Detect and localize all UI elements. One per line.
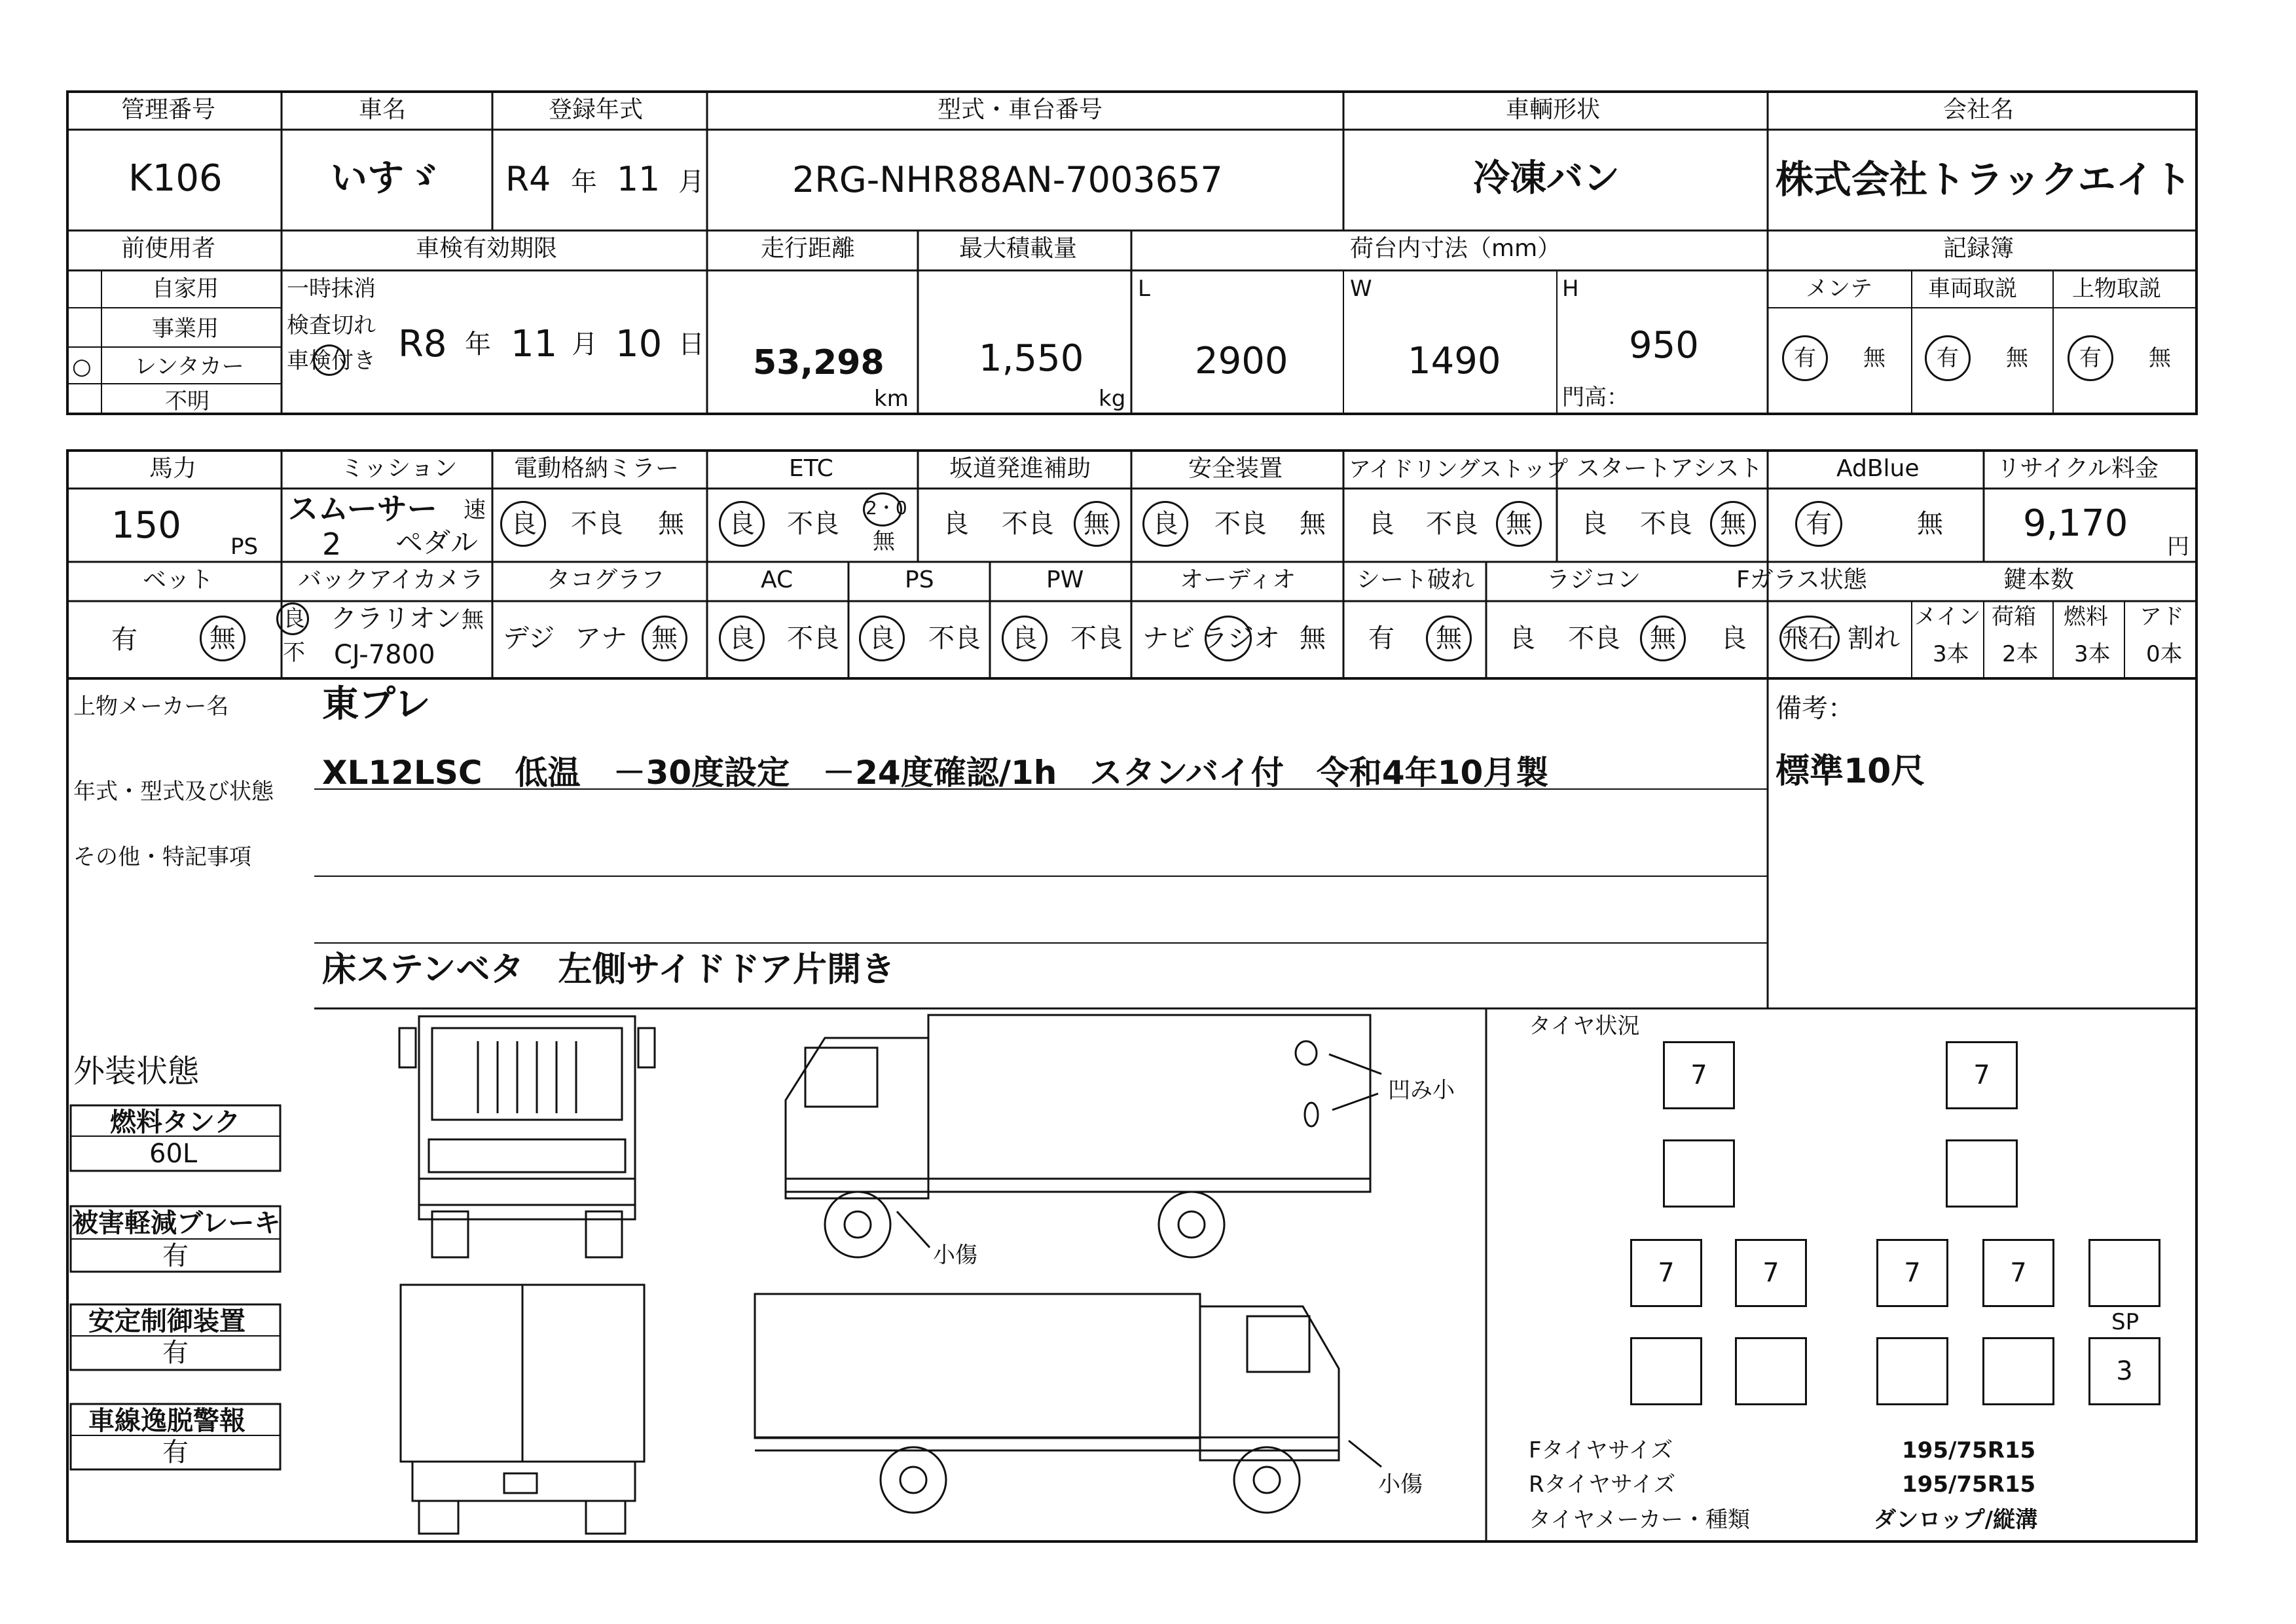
katashiki-label: 型式・車台番号 xyxy=(938,96,1103,123)
bed-mu: 無 xyxy=(210,623,236,654)
ac-label: AC xyxy=(761,566,793,593)
etc-version: 2・0 xyxy=(866,497,907,519)
kiroku-label: 記録簿 xyxy=(1943,235,2014,262)
bariki-unit: PS xyxy=(230,534,259,560)
sekisai-label: 最大積載量 xyxy=(959,235,1078,262)
user-fumei: 不明 xyxy=(165,388,210,415)
mission-pedal: ペダル xyxy=(395,526,479,559)
seat-yu: 有 xyxy=(1368,623,1394,654)
pw-furyo: 不良 xyxy=(1070,623,1123,654)
ext-lane-label: 車線逸脱警報 xyxy=(88,1406,246,1436)
ac-furyo: 不良 xyxy=(787,623,839,654)
tire-rear-right-outer-empty xyxy=(1982,1337,2054,1405)
backcam-fu: 不 xyxy=(283,640,305,666)
anzen-mu: 無 xyxy=(1300,509,1326,539)
audio-radio: ラジオ xyxy=(1201,623,1280,654)
glass-label: Fガラス状態 xyxy=(1736,566,1867,593)
audio-navi: ナビ xyxy=(1142,623,1195,654)
truck-front-view xyxy=(399,1016,655,1257)
ext-brake-label: 被害軽減ブレーキ xyxy=(72,1208,281,1238)
radicon-ryo: 良 xyxy=(1509,623,1535,654)
user-jigyoyo: 事業用 xyxy=(152,316,219,342)
radicon-furyo: 不良 xyxy=(1568,623,1620,654)
dim-h-label: H xyxy=(1562,276,1579,302)
anzen-furyo: 不良 xyxy=(1214,509,1267,539)
radicon-label: ラジコン xyxy=(1546,566,1641,593)
tire-maker-label: タイヤメーカー・種類 xyxy=(1529,1507,1750,1533)
sharyo-nashi: 無 xyxy=(2006,345,2028,371)
katashiki-value: 2RG-NHR88AN-7003657 xyxy=(792,159,1223,200)
keijo-label: 車輌形状 xyxy=(1506,96,1601,123)
shaken-kirete: 検査切れ xyxy=(287,312,376,339)
shaken-nen: 年 xyxy=(465,329,491,360)
glass-ware: 割れ xyxy=(1848,623,1900,654)
company-label: 会社名 xyxy=(1943,96,2014,123)
note-value: 床ステンベタ 左側サイドドア片開き xyxy=(322,950,896,989)
spec-value: XL12LSC 低温 －30度設定 －24度確認/1h スタンバイ付 令和4年10月製 xyxy=(322,754,1549,792)
r-size-label: Rタイヤサイズ xyxy=(1529,1471,1676,1498)
anzen-label: 安全装置 xyxy=(1188,455,1283,482)
backcam-ryo: 良 xyxy=(283,606,305,632)
mirror-label: 電動格納ミラー xyxy=(514,455,680,482)
start-ryo: 良 xyxy=(1581,509,1607,539)
pw-ryo: 良 xyxy=(1011,623,1038,654)
idling-mu: 無 xyxy=(1506,509,1532,539)
bariki-value: 150 xyxy=(111,504,181,547)
tire-front-left-empty xyxy=(1663,1139,1735,1208)
mente-nashi: 無 xyxy=(1863,345,1886,371)
seat-mu: 無 xyxy=(1436,623,1462,654)
uwamono-ari: 有 xyxy=(2079,345,2102,371)
shaken-month: 11 xyxy=(511,323,558,365)
taco-digi: デジ xyxy=(503,623,555,654)
truck-rear-view xyxy=(401,1285,644,1534)
mente-ari: 有 xyxy=(1794,345,1816,371)
saka-label: 坂道発進補助 xyxy=(949,455,1091,482)
damage-dent-label: 凹み小 xyxy=(1388,1077,1455,1103)
shaken-hi: 日 xyxy=(678,329,704,360)
start-furyo: 不良 xyxy=(1640,509,1692,539)
etc-ryo: 良 xyxy=(729,509,755,539)
audio-mu: 無 xyxy=(1300,623,1326,654)
seat-label: シート破れ xyxy=(1357,566,1475,593)
ext-lane-value: 有 xyxy=(162,1437,189,1467)
maker-label: 上物メーカー名 xyxy=(73,693,229,720)
tire-extra-empty xyxy=(2088,1239,2160,1307)
ext-stability-value: 有 xyxy=(162,1338,189,1368)
shamei-value: いすゞ xyxy=(331,157,441,200)
f-size-label: Fタイヤサイズ xyxy=(1529,1437,1673,1464)
kanri-label: 管理番号 xyxy=(121,96,216,123)
user-selected-mark: ○ xyxy=(72,354,92,380)
mirror-ryo: 良 xyxy=(511,509,537,539)
saka-furyo: 不良 xyxy=(1002,509,1054,539)
key-ad-count: 0本 xyxy=(2146,641,2183,667)
sekisai-unit: kg xyxy=(1099,386,1126,412)
recycle-value: 9,170 xyxy=(2023,502,2128,545)
shaken-tsuki-label: 月 xyxy=(572,329,598,360)
toroku-label: 登録年式 xyxy=(549,96,644,123)
tire-maker-value: ダンロップ/縦溝 xyxy=(1874,1507,2038,1533)
tire-front-right: 7 xyxy=(1946,1041,2018,1109)
adblue-label: AdBlue xyxy=(1836,455,1920,482)
idling-label: アイドリングストップ xyxy=(1349,456,1568,483)
ext-fuel-label: 燃料タンク xyxy=(110,1107,241,1137)
tire-front-right-empty xyxy=(1946,1139,2018,1208)
tire-sp-label: SP xyxy=(2111,1309,2140,1335)
user-jikayo: 自家用 xyxy=(152,276,219,302)
radicon-mu: 無 xyxy=(1650,623,1676,654)
tire-front-left: 7 xyxy=(1663,1041,1735,1109)
mission-num: 2 xyxy=(322,526,342,562)
maker-value: 東プレ xyxy=(322,683,431,726)
mission-value: スムーサー xyxy=(288,491,437,526)
toroku-tsuki: 月 xyxy=(678,167,704,197)
backcam-model: CJ-7800 xyxy=(334,640,435,670)
key-ad-label: アド xyxy=(2140,604,2184,630)
pw-label: PW xyxy=(1046,566,1084,593)
shaken-tsuki: 車検付き xyxy=(287,348,376,374)
toroku-month: 11 xyxy=(617,160,661,199)
user-rentacar: レンタカー xyxy=(134,354,244,380)
tire-rear-left-outer: 7 xyxy=(1630,1239,1702,1307)
ext-fuel-value: 60L xyxy=(149,1139,198,1169)
key-main-label: メイン xyxy=(1914,604,1981,630)
etc-mu: 無 xyxy=(873,528,895,555)
ps-ryo: 良 xyxy=(869,623,895,654)
kiroku-uwamono: 上物取説 xyxy=(2072,276,2161,302)
keijo-value: 冷凍バン xyxy=(1473,157,1620,200)
kanri-value: K106 xyxy=(128,157,223,200)
shamei-label: 車名 xyxy=(359,96,407,123)
key-nenryo-count: 3本 xyxy=(2074,641,2111,667)
montaka-label: 門高： xyxy=(1562,384,1629,411)
company-value: 株式会社トラックエイト xyxy=(1776,157,2192,202)
dim-w-label: W xyxy=(1350,276,1372,302)
anzen-ryo: 良 xyxy=(1152,509,1178,539)
kiroku-sharyo: 車両取説 xyxy=(1928,276,2017,302)
shaken-ichiji: 一時抹消 xyxy=(287,276,376,302)
shaken-day: 10 xyxy=(615,323,663,365)
exterior-title: 外装状態 xyxy=(73,1053,200,1090)
damage-scratch-left: 小傷 xyxy=(933,1242,977,1268)
key-nenryo-label: 燃料 xyxy=(2064,604,2108,630)
nidai-label: 荷台内寸法（mm） xyxy=(1350,235,1561,262)
idling-furyo: 不良 xyxy=(1426,509,1478,539)
zenshiyo-label: 前使用者 xyxy=(121,235,216,262)
dim-l-label: L xyxy=(1138,276,1150,302)
backcam-maker: クラリオン xyxy=(331,604,462,634)
taco-ana: アナ xyxy=(575,623,627,654)
sekisai-value: 1,550 xyxy=(979,337,1084,380)
shaken-era: R8 xyxy=(398,323,447,365)
toroku-nen: 年 xyxy=(571,167,597,197)
bed-label: ベット xyxy=(143,566,214,593)
backcam-label: バックアイカメラ xyxy=(298,566,484,593)
etc-furyo: 不良 xyxy=(787,509,839,539)
bariki-label: 馬力 xyxy=(149,455,197,482)
tire-rear-right-outer: 7 xyxy=(1982,1239,2054,1307)
r-size-value: 195/75R15 xyxy=(1902,1471,2036,1498)
taco-mu: 無 xyxy=(651,623,678,654)
recycle-unit: 円 xyxy=(2167,534,2189,560)
tire-title: タイヤ状況 xyxy=(1529,1013,1640,1039)
dim-l-value: 2900 xyxy=(1195,340,1288,382)
mission-speed: 速 xyxy=(464,497,486,523)
saka-mu: 無 xyxy=(1084,509,1110,539)
soko-label: 走行距離 xyxy=(761,235,856,262)
start-label: スタートアシスト xyxy=(1576,455,1763,482)
key-label: 鍵本数 xyxy=(2003,566,2075,593)
recycle-label: リサイクル料金 xyxy=(1997,455,2159,482)
audio-label: オーディオ xyxy=(1180,566,1296,593)
tire-rear-right-inner-empty xyxy=(1876,1337,1948,1405)
tire-rear-left-outer-empty xyxy=(1630,1337,1702,1405)
start-mu: 無 xyxy=(1720,509,1746,539)
backcam-mu: 無 xyxy=(462,607,484,633)
shaken-selected-circle xyxy=(313,344,346,376)
bed-yu: 有 xyxy=(111,625,137,655)
ext-stability-label: 安定制御装置 xyxy=(88,1306,246,1337)
kiroku-mente: メンテ xyxy=(1806,276,1872,302)
mirror-furyo: 不良 xyxy=(571,509,623,539)
tire-spare: 3 xyxy=(2088,1337,2160,1405)
truck-right-side-view xyxy=(755,1294,1381,1513)
sharyo-ari: 有 xyxy=(1937,345,1959,371)
truck-left-side-view xyxy=(786,1015,1381,1257)
tire-rear-left-inner-empty xyxy=(1735,1337,1807,1405)
soko-value: 53,298 xyxy=(753,343,884,382)
key-main-count: 3本 xyxy=(1933,641,1969,667)
biko-label: 備考： xyxy=(1776,693,1854,724)
ext-brake-value: 有 xyxy=(162,1241,189,1271)
other-label: その他・特記事項 xyxy=(73,844,251,870)
ps-label: PS xyxy=(905,566,934,593)
glass-ryo: 良 xyxy=(1721,623,1747,654)
mission-label: ミッション xyxy=(340,455,458,482)
key-nibako-count: 2本 xyxy=(2002,641,2039,667)
dim-w-value: 1490 xyxy=(1408,340,1501,382)
shaken-label: 車検有効期限 xyxy=(416,235,558,262)
adblue-mu: 無 xyxy=(1917,509,1943,539)
etc-label: ETC xyxy=(789,455,833,482)
mirror-mu: 無 xyxy=(658,509,684,539)
toroku-era: R4 xyxy=(505,160,551,199)
tire-rear-left-inner: 7 xyxy=(1735,1239,1807,1307)
tire-rear-right-inner: 7 xyxy=(1876,1239,1948,1307)
dim-h-value: 950 xyxy=(1629,324,1699,367)
glass-hiseki: 飛石 xyxy=(1782,623,1834,654)
idling-ryo: 良 xyxy=(1368,509,1394,539)
uwamono-nashi: 無 xyxy=(2149,345,2171,371)
damage-scratch-right: 小傷 xyxy=(1378,1471,1423,1498)
adblue-yu: 有 xyxy=(1806,509,1832,539)
biko-value: 標準10尺 xyxy=(1776,752,1925,791)
saka-ryo: 良 xyxy=(943,509,969,539)
ps-furyo: 不良 xyxy=(928,623,981,654)
soko-unit: km xyxy=(874,386,909,412)
spec-label: 年式・型式及び状態 xyxy=(73,779,274,805)
ac-ryo: 良 xyxy=(729,623,755,654)
taco-label: タコグラフ xyxy=(547,566,665,593)
f-size-value: 195/75R15 xyxy=(1902,1437,2036,1464)
key-nibako-label: 荷箱 xyxy=(1992,604,2036,630)
